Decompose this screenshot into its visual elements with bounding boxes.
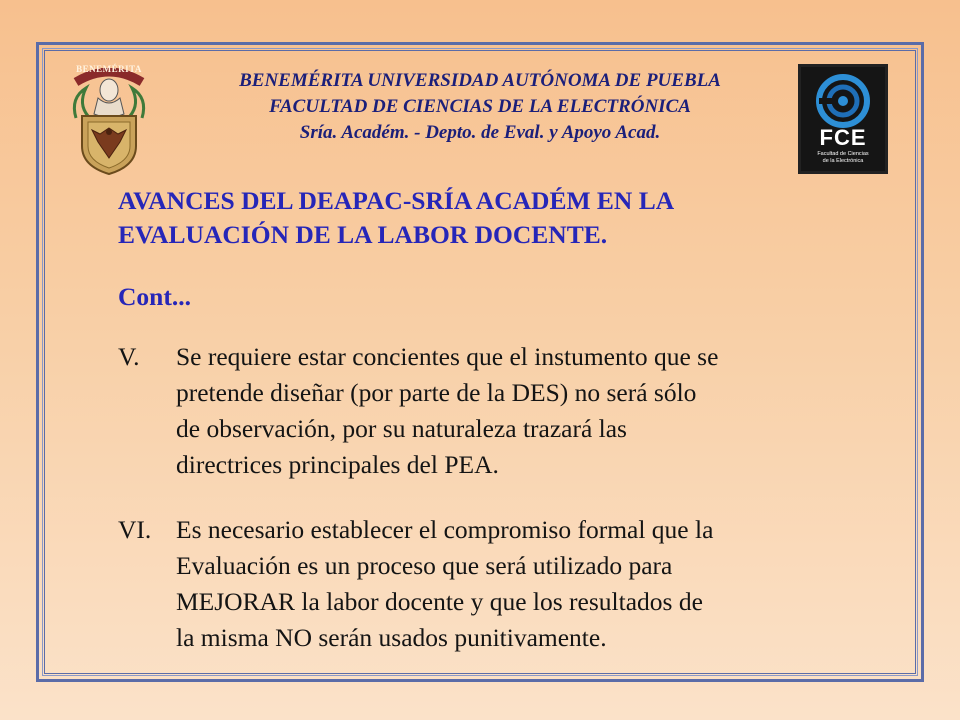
seal-banner-text: BENEMÉRITA — [76, 64, 142, 74]
header-department: Sría. Académ. - Depto. de Eval. y Apoyo Acad. — [299, 122, 661, 143]
list-item-line: la misma NO serán usados punitivamente. — [176, 623, 607, 652]
list-item-line: Se requiere estar concientes que el instumento que se — [176, 342, 719, 371]
header-university: BENEMÉRITA UNIVERSIDAD AUTÓNOMA DE PUEBLA — [239, 70, 721, 91]
list-item-line: de observación, por su naturaleza trazará las — [176, 414, 627, 443]
list-item-number: V. — [118, 342, 140, 371]
slide-title — [118, 184, 838, 252]
list-item-line: directrices principales del PEA. — [176, 450, 499, 479]
fce-logo-caption — [801, 151, 885, 165]
fce-logo — [798, 64, 888, 174]
list-item-line: pretende diseñar (por parte de la DES) no será sólo — [176, 378, 697, 407]
list-item-line: Es necesario establecer el compromiso formal que la — [176, 515, 714, 544]
fce-caption-line2: de la Electrónica — [822, 158, 864, 164]
list-item-text — [176, 512, 713, 656]
list-item-line: MEJORAR la labor docente y que los resultados de — [176, 587, 703, 616]
list-item-number: VI. — [118, 515, 152, 544]
fce-caption-line1: Facultad de Ciencias — [817, 151, 869, 157]
list-item-text — [176, 339, 718, 483]
list-item-line: Evaluación es un proceso que será utilizado para — [176, 551, 673, 580]
slide-title-line2: EVALUACIÓN DE LA LABOR DOCENTE. — [118, 220, 608, 249]
header-faculty: FACULTAD DE CIENCIAS DE LA ELECTRÓNICA — [269, 96, 691, 117]
continued-label: Cont... — [118, 282, 191, 311]
fce-logo-text: FCE — [819, 125, 867, 150]
slide-title-line1: AVANCES DEL DEAPAC-SRÍA ACADÉM EN LA — [118, 186, 675, 215]
